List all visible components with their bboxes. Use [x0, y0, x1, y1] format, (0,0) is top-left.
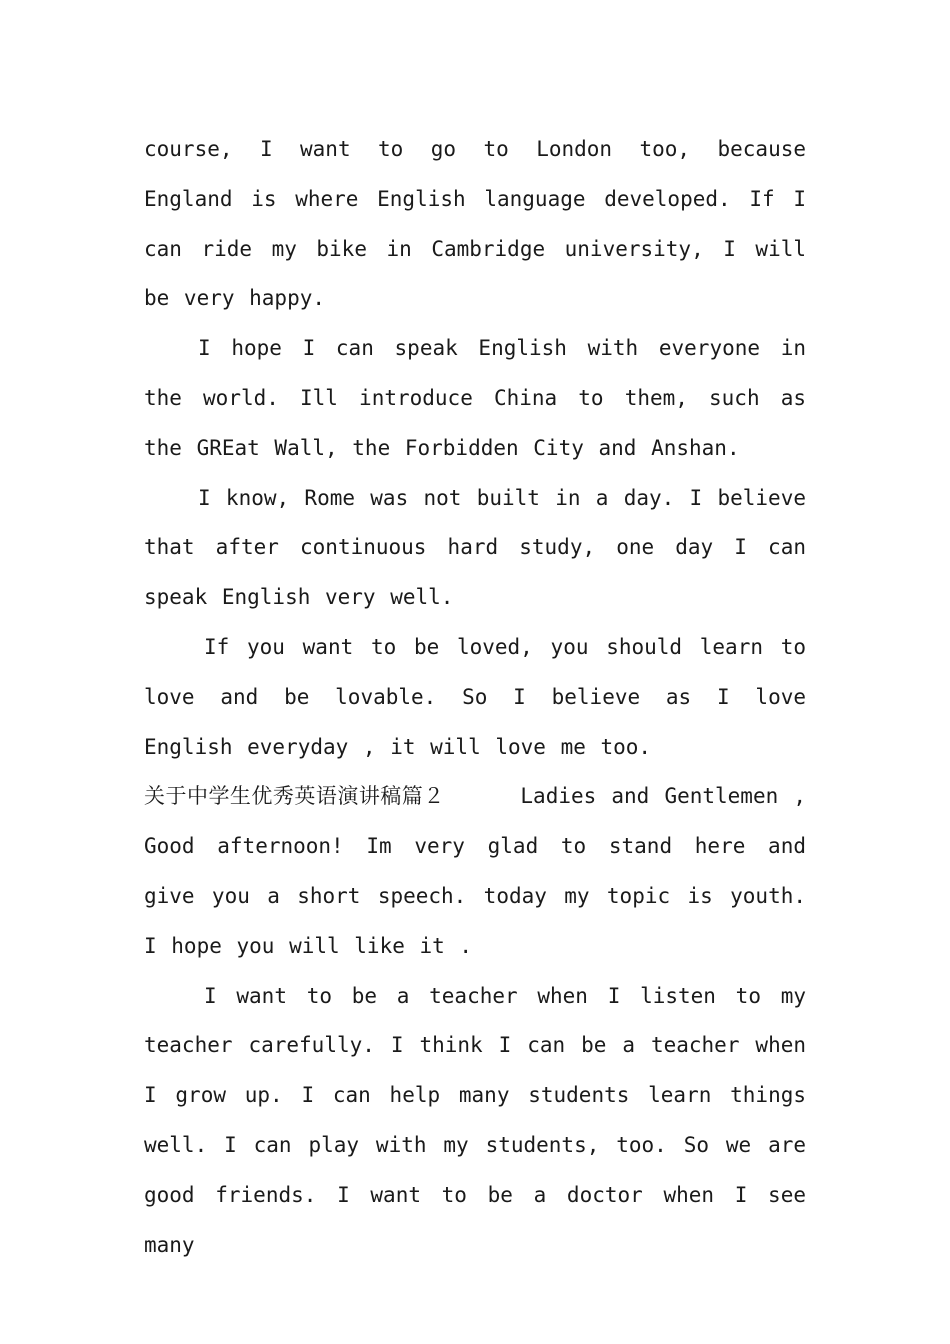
section-heading-line — [144, 772, 806, 971]
heading-gap — [445, 784, 521, 808]
paragraph-speak-english: I hope I can speak English with everyone in the world. Ill introduce China to them, such as the GREat Wall, the Forbidden City and Anshan. — [144, 336, 806, 460]
paragraph-teacher: I want to be a teacher when I listen to my teacher carefully. I think I can be a teacher when I grow up. I can help many students learn things well. I can play with my students, too. So we are good friends. I want to be a doctor when I see many — [144, 983, 806, 1257]
paragraph-loved: If you want to be loved, you should learn to love and be lovable. So I believe as I love English everyday , it will love me too. — [144, 634, 806, 759]
paragraph-rome: I know, Rome was not built in a day. I believe that after continuous hard study, one day I can speak English very well. — [144, 485, 806, 610]
paragraph-london: course, I want to go to London too, because England is where English language developed. If I can ride my bike in Cambridge university, I will be very happy. — [144, 137, 806, 311]
section-intro: Ladies and Gentlemen , Good afternoon! Im very glad to stand here and give you a short speech. today my topic is youth. I hope you will like it . — [144, 784, 807, 958]
document-body — [144, 125, 806, 1270]
section-heading: 关于中学生优秀英语演讲稿篇２ — [144, 784, 445, 809]
